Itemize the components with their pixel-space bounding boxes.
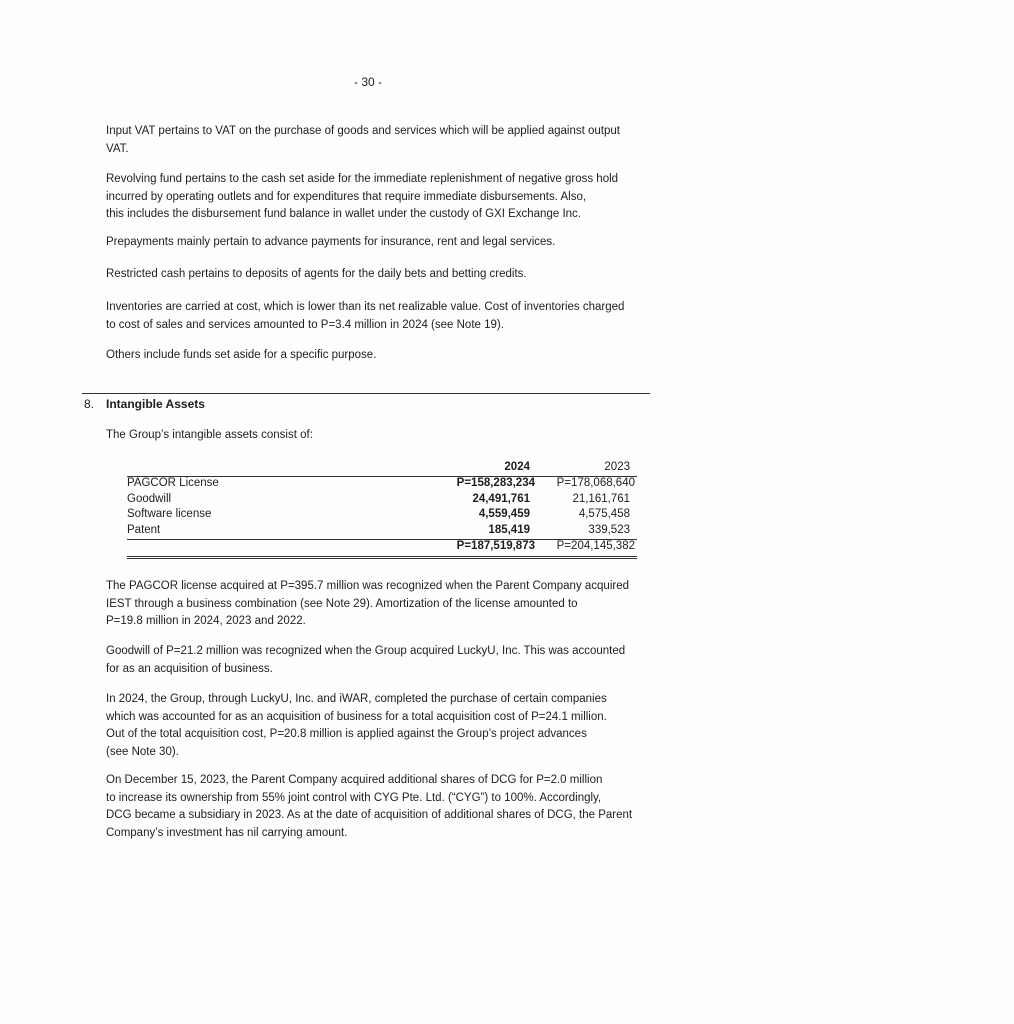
paragraph-dcg-acquisition: On December 15, 2023, the Parent Company acquired additional shares of DCG for P=2.0 million to increase its ownership from 55% joint control with CYG Pte. Ltd. (“CYG”) to 100%. Accordingly, DCG became a subsidiary in 2023. As at the date of acquisition of additional shares of DCG, the Parent Company’s investment has nil carrying amount. [106,774,633,839]
value-2023: P=178,068,640 [556,477,635,489]
total-2024: P=187,519,873 [456,540,535,553]
paragraph-restricted-cash: Restricted cash pertains to deposits of agents for the daily bets and betting credits. [106,268,527,280]
paragraph-revolving-fund: Revolving fund pertains to the cash set aside for the immediate replenishment of negative gross hold incurred by operating outlets and for expenditures that require immediate disbursements. Also, this includes the disbursement fund balance in wallet under the custody of GXI Exchange Inc. [106,173,619,220]
row-label: Goodwill [127,492,172,505]
row-label: Patent [127,523,161,536]
paragraph-prepayments: Prepayments mainly pertain to advance payments for insurance, rent and legal services. [106,236,556,248]
table-row [127,493,637,509]
table-row [127,524,637,541]
value-2024: P=158,283,234 [456,477,535,489]
section-divider [82,393,650,394]
header-2024: 2024 [504,461,530,473]
table-total-row [127,540,637,556]
table-row [127,477,637,493]
section-number: 8. [84,397,95,411]
section-title: Intangible Assets [106,397,205,411]
paragraph-acquisition-2024: In 2024, the Group, through LuckyU, Inc. and iWAR, completed the purchase of certain companies which was accounted for as an acquisition of business for a total acquisition cost of P=24.1 million. Out of the total acquisition cost, P=20.8 million is applied against the Group’s project advances (see Note 30). [106,693,607,758]
table-header-row [127,461,637,477]
value-2024: 185,419 [488,523,530,536]
paragraph-pagcor-license: The PAGCOR license acquired at P=395.7 million was recognized when the Parent Company acquired IEST through a business combination (see Note 29). Amortization of the license amounted to P=19.8 million in 2024, 2023 and 2022. [106,580,629,627]
double-underline [127,556,637,559]
row-label: Software license [127,508,212,521]
value-2023: 4,575,458 [578,508,630,521]
value-2024: 24,491,761 [472,492,530,505]
paragraph-input-vat: Input VAT pertains to VAT on the purchase of goods and services which will be applied against output VAT. [106,125,620,155]
value-2023: 21,161,761 [572,492,630,505]
paragraph-others: Others include funds set aside for a specific purpose. [106,349,377,361]
paragraph-goodwill: Goodwill of P=21.2 million was recognized when the Group acquired LuckyU, Inc. This was accounted for as an acquisition of business. [106,645,626,675]
value-2024: 4,559,459 [478,508,530,521]
header-2023: 2023 [604,461,630,473]
total-2023: P=204,145,382 [556,540,635,553]
row-label: PAGCOR License [127,477,219,489]
intangible-assets-table [127,461,637,556]
value-2023: 339,523 [588,523,630,536]
section-intro: The Group’s intangible assets consist of: [106,429,313,441]
table-row [127,508,637,524]
page-number: - 30 - [353,75,382,89]
paragraph-inventories: Inventories are carried at cost, which is lower than its net realizable value. Cost of inventories charged to cost of sales and services amounted to P=3.4 million in 2024 (see Note 19). [106,301,625,331]
